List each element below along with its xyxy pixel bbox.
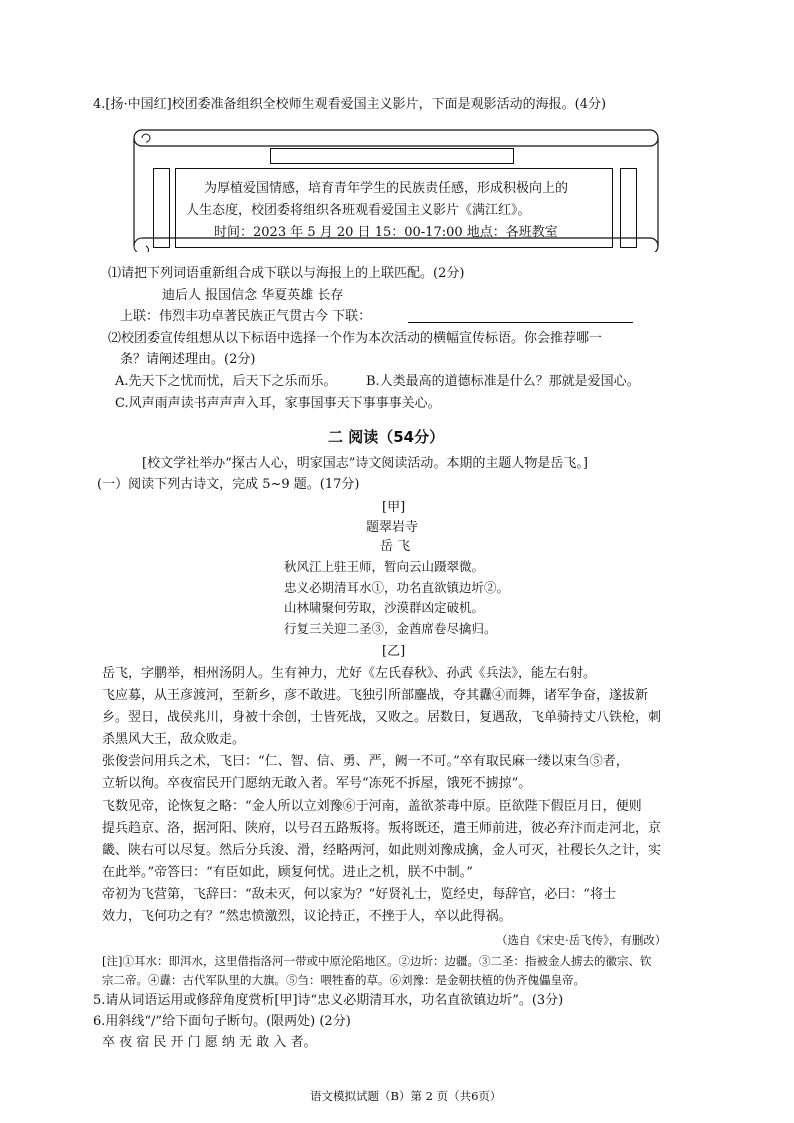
prose-line: 畿、陕右可以尽复。然后分兵浚、滑，经略两河，如此则刘豫成擒，金人可灭，社稷长久之计，实 bbox=[102, 843, 662, 858]
section-heading: 二 阅读（54分） bbox=[328, 428, 445, 446]
prose-line: 提兵趋京、洛，据河阳、陕府，以号召五路叛将。叛将既还，遣王师前进，彼必弃汴而走河北，京 bbox=[102, 821, 662, 836]
q4-sub2-line2: 条？请阐述理由。(2分) bbox=[120, 352, 256, 367]
part-instruction: (一）阅读下列古诗文，完成 5~9 题。(17分) bbox=[97, 477, 360, 492]
prose-line: 岳飞，字鹏举，相州汤阴人。生有神力，尤好《左氏春秋》、孙武《兵法》，能左右射。 bbox=[102, 666, 597, 681]
prose-line: 杀黑风大王，敌众败走。 bbox=[102, 732, 246, 747]
label-jia: [甲] bbox=[382, 500, 406, 515]
footnote-line: 宗二帝。④纛：古代军队里的大旗。⑤刍：喂牲畜的草。⑥刘豫：是金朝扶植的伪齐傀儡皇帝。 bbox=[102, 973, 585, 987]
poem-title: 题翠岩寺 bbox=[366, 520, 419, 535]
q4-option-b: B.人类最高的道德标准是什么？那就是爱国心。 bbox=[366, 374, 640, 389]
poster-right-couplet-blank bbox=[620, 168, 637, 248]
section-intro: [校文学社举办“探古人心，明家国志”诗文阅读活动。本期的主题人物是岳飞。] bbox=[142, 456, 588, 471]
answer-blank-line[interactable] bbox=[408, 322, 633, 323]
q4-sub1: ⑴请把下列词语重新组合成下联以与海报上的上联匹配。(2分) bbox=[108, 266, 465, 281]
q6-stem: 6.用斜线“/”给下面句子断句。(限两处) (2分) bbox=[93, 1014, 351, 1029]
poster-line: 为厚植爱国情感，培育青年学生的民族责任感，形成积极向上的 bbox=[204, 181, 569, 196]
page-footer: 语文模拟试题（B）第 2 页（共6页） bbox=[310, 1089, 502, 1103]
poem-line: 忠义必期清耳水①，功名直欲镇边圻②。 bbox=[284, 580, 510, 595]
poster-line: 时间：2023 年 5 月 20 日 15：00-17:00 地点：各班教室 bbox=[214, 225, 558, 240]
poem-line: 秋风江上驻王师，暂向云山蹑翠微。 bbox=[284, 559, 485, 574]
prose-line: 效力，飞何功之有？”然忠愤激烈，议论持正，不挫于人，卒以此得祸。 bbox=[102, 909, 512, 924]
source-citation: （选自《宋史·岳飞传》，有删改） bbox=[496, 933, 667, 947]
prose-line: 乡。翌日，战侯兆川，身被十余创，士皆死战，又败之。居数日，复遇敌，飞单骑持丈八铁枪，刺 bbox=[102, 710, 662, 725]
poem-line: 行复三关迎二圣③，金酋席卷尽擒归。 bbox=[284, 621, 497, 636]
q4-option-a: A.先天下之忧而忧，后天下之乐而乐。 bbox=[115, 374, 337, 389]
prose-line: 在此举。”帝答曰：“有臣如此，顾复何忧。进止之机，朕不中制。” bbox=[102, 865, 473, 880]
q4-sub2-line1: ⑵校团委宣传组想从以下标语中选择一个作为本次活动的横幅宣传标语。你会推荐哪一 bbox=[108, 331, 603, 346]
q4-words: 迪后人 报国信念 华夏英雄 长存 bbox=[162, 288, 344, 303]
poster-left-couplet-blank bbox=[153, 168, 170, 248]
prose-line: 帝初为飞营第，飞辞曰：“敌未灭，何以家为？”好贤礼士，览经史，每辞官，必曰：“将士 bbox=[102, 887, 616, 902]
prose-line: 张俊尝问用兵之术，飞曰：“仁、智、信、勇、严，阙一不可。”卒有取民麻一缕以束刍⑤者， bbox=[102, 754, 629, 769]
prose-line: 飞数见帝，论恢复之略：“金人所以立刘豫⑥于河南，盖欲茶毒中原。臣欲陛下假臣月日，便则 bbox=[102, 799, 642, 814]
label-yi: [乙] bbox=[382, 644, 406, 659]
q4-option-c: C.风声雨声读书声声声入耳，家事国事天下事事事关心。 bbox=[115, 396, 441, 411]
q5-stem: 5.请从词语运用或修辞角度赏析[甲]诗“忠义必期清耳水，功名直欲镇边圻”。(3分) bbox=[93, 993, 564, 1008]
prose-line: 立斩以徇。卒夜宿民开门愿纳无敢入者。军号“冻死不拆屋，饿死不掳掠”。 bbox=[102, 776, 532, 791]
q6-sentence: 卒 夜 宿 民 开 门 愿 纳 无 敢 入 者。 bbox=[102, 1035, 317, 1050]
poster-title-blank bbox=[270, 148, 514, 164]
prose-line: 飞应募，从王彦渡河，至新乡，彦不敢进。飞独引所部鏖战，夺其纛④而舞，诸军争奋，遂拔新 bbox=[102, 688, 649, 703]
poem-author: 岳 飞 bbox=[380, 539, 411, 554]
poem-line: 山林啸聚何劳取，沙漠群凶定破机。 bbox=[284, 600, 485, 615]
footnote-line: [注]①耳水：即洱水，这里借指洛河一带或中原沦陷地区。②边圻：边疆。③二圣：指被金人掳去的徽宗、钦 bbox=[102, 954, 652, 968]
q4-stem: 4.[扬·中国红]校团委准备组织全校师生观看爱国主义影片，下面是观影活动的海报。(4分) bbox=[93, 97, 607, 112]
poster-body bbox=[175, 168, 613, 248]
poster-line: 人生态度，校团委将组织各班观看爱国主义影片《满江红》。 bbox=[186, 203, 531, 218]
q4-couplet: 上联：伟烈丰功卓著民族正气贯古今 下联： bbox=[120, 309, 372, 324]
